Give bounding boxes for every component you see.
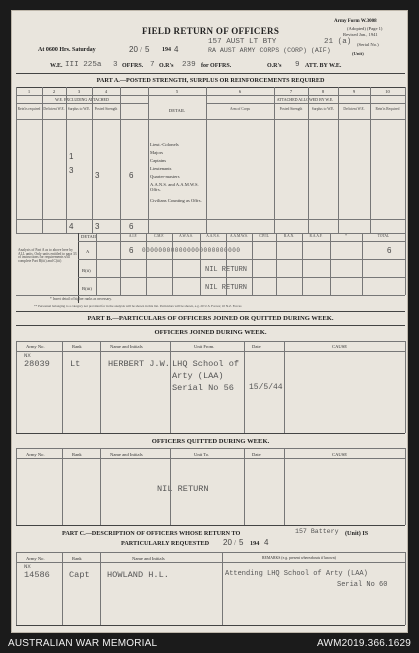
date-day: 20 bbox=[129, 45, 138, 54]
analysis-bottom-rule bbox=[16, 295, 405, 296]
joined-col-line-1 bbox=[62, 341, 63, 433]
form-title: FIELD RETURN OF OFFICERS bbox=[142, 26, 280, 36]
offrs-value: 7 bbox=[150, 61, 155, 69]
joined-unit-1: LHQ School of bbox=[172, 359, 240, 369]
year-digit: 4 bbox=[174, 45, 179, 54]
analysis-row-b2: B(ii) bbox=[82, 268, 91, 273]
analysis-row-b3: B(iii) bbox=[82, 286, 92, 291]
date-slash: / bbox=[140, 46, 142, 54]
attached-allowed-head: ATTACHED ALLOWED BY W.E. bbox=[276, 97, 334, 102]
we-no: 3 bbox=[113, 61, 118, 69]
rank-civilians: Civilians Counting as Offrs. bbox=[150, 198, 202, 203]
quitted-head-date: Date bbox=[252, 452, 261, 457]
partc-head-rank: Rank bbox=[72, 556, 82, 561]
footnote-1: * Insert detail of higher ranks as necessary. bbox=[50, 297, 112, 301]
analysis-col-line-2 bbox=[146, 233, 147, 295]
part-b-title-rule bbox=[16, 325, 405, 326]
part-c-date-month: 5 bbox=[239, 538, 244, 547]
footnote-2: ** Personnel belonging to a category not provided for in the analysis will be shown in this list. Particulars will be shown, e.g. 20 U.S. Forces; 10 N.Z. Forces bbox=[34, 304, 242, 308]
deficient-mid: 3 bbox=[69, 166, 74, 175]
quitted-head-unit: Unit To. bbox=[194, 452, 210, 457]
col-number-10: 10 bbox=[385, 89, 390, 94]
total-deficient: 4 bbox=[69, 222, 74, 231]
joined-date: 15/5/44 bbox=[249, 383, 283, 392]
part-c-date-day: 20 bbox=[223, 538, 232, 547]
joined-head-cause: CAUSE bbox=[332, 344, 348, 349]
quitted-col-line-1 bbox=[62, 448, 63, 525]
joined-col-line-2 bbox=[100, 341, 101, 433]
quitted-head-army-no: Army No. bbox=[26, 452, 45, 457]
joined-head-name: Name and Initials bbox=[110, 344, 143, 349]
analysis-head-4: A.A.M.W.S. bbox=[230, 234, 248, 238]
analysis-col-line-8 bbox=[302, 233, 303, 295]
quitted-col-line-0 bbox=[16, 448, 17, 525]
analysis-row-a: A bbox=[86, 249, 90, 254]
quitted-head-rank: Rank bbox=[72, 452, 82, 457]
partc-head-name: Name and Initials bbox=[132, 556, 165, 561]
joined-unit-2: Arty (LAA) bbox=[172, 371, 224, 381]
analysis-head-7: R.A.A.F. bbox=[309, 234, 323, 238]
joined-army-no: 28039 bbox=[24, 359, 50, 369]
analysis-note: Analysis of Part A as to above here by ALL units. Only units entitled to para 33 of instructions for requirements will complete Part B(iii) and C(iii) bbox=[18, 248, 77, 263]
joined-unit-3: Serial No 56 bbox=[172, 383, 234, 393]
unit-line-2: RA AUST ARMY CORPS (CORP) (AIF) bbox=[208, 47, 331, 54]
rank-lieutenants: Lieutenants bbox=[150, 166, 172, 171]
col-number-3: 3 bbox=[77, 89, 81, 94]
analysis-total-value: 6 bbox=[387, 246, 392, 255]
partc-head-bottom-rule bbox=[16, 562, 405, 563]
joined-head-rank: Rank bbox=[72, 344, 82, 349]
part-a-col-head-8: Rein'ts Required bbox=[375, 107, 400, 111]
partc-remark-2: Serial No 60 bbox=[337, 581, 388, 589]
deficient-top: 1 bbox=[69, 152, 74, 161]
part-a-col-head-5: Posted Strength bbox=[279, 107, 303, 111]
quitted-col-line-2 bbox=[100, 448, 101, 525]
at-hours-label: At 0600 Hrs. Saturday bbox=[38, 47, 96, 53]
analysis-col-line-9 bbox=[330, 233, 331, 295]
analysis-left-line bbox=[78, 233, 79, 303]
part-a-col-line-5 bbox=[148, 87, 149, 233]
joined-head-army-no: Army No. bbox=[26, 344, 45, 349]
quitted-head-top-rule bbox=[16, 448, 405, 449]
quitted-title: OFFICERS QUITTED DURING WEEK. bbox=[151, 438, 270, 445]
partc-col-line-2 bbox=[100, 552, 101, 625]
partc-head-top-rule bbox=[16, 552, 405, 553]
col-number-8: 8 bbox=[321, 89, 325, 94]
analysis-col-line-7 bbox=[276, 233, 277, 295]
total-posted: 6 bbox=[129, 222, 134, 231]
rank-aans: A.A.N.S. and A.A.M.W.S. Offrs. bbox=[150, 182, 199, 193]
joined-title: OFFICERS JOINED DURING WEEK. bbox=[154, 329, 267, 336]
part-a-top-border bbox=[16, 73, 405, 74]
joined-head-date: Date bbox=[252, 344, 261, 349]
joined-name: HERBERT J.W. bbox=[108, 359, 170, 369]
footer-right-id: AWM2019.366.1629 bbox=[316, 638, 411, 649]
analysis-head-2: A.W.A.S. bbox=[179, 234, 193, 238]
part-a-col-head-1: Deficient W.E. bbox=[43, 107, 65, 111]
analysis-col-line-4 bbox=[200, 233, 201, 295]
rank-captains: Captains bbox=[150, 158, 167, 163]
joined-col-line-0 bbox=[16, 341, 17, 433]
joined-head-bottom-rule bbox=[16, 351, 405, 352]
footer-left-credit: AUSTRALIAN WAR MEMORIAL bbox=[8, 638, 158, 649]
or-dash-label: O.R's bbox=[267, 63, 282, 69]
col-number-9: 9 bbox=[352, 89, 356, 94]
part-c-title-1: PART C.—DESCRIPTION OF OFFICERS WHOSE RETURN TO bbox=[62, 530, 241, 537]
partc-head-army-no: Army No. bbox=[26, 556, 45, 561]
analysis-aif-value: 6 bbox=[129, 246, 134, 255]
partc-army-no: 14586 bbox=[24, 570, 50, 580]
analysis-head-0: A.I.F. bbox=[128, 234, 138, 238]
att-value: 9 bbox=[295, 61, 300, 69]
partc-rank: Capt bbox=[69, 570, 90, 580]
quitted-head-bottom-rule bbox=[16, 458, 405, 459]
part-a-title-rule bbox=[16, 87, 405, 88]
total-surplus: 3 bbox=[95, 222, 100, 231]
part-c-year-digit: 4 bbox=[264, 538, 269, 547]
partc-col-line-4 bbox=[405, 552, 406, 625]
serial-no-label: (Serial No.) bbox=[357, 42, 379, 47]
partc-army-prefix: NX bbox=[24, 563, 31, 570]
analysis-head-3: A.A.N.S. bbox=[206, 234, 220, 238]
joined-army-prefix: NX bbox=[24, 352, 31, 359]
col-number-1: 1 bbox=[27, 89, 31, 94]
partc-head-remarks: REMARKS (e.g. present whereabouts if known) bbox=[262, 556, 336, 560]
quitted-head-cause: CAUSE bbox=[332, 452, 348, 457]
form-bottom-border bbox=[16, 625, 405, 626]
part-c-unit: 157 Battery bbox=[295, 528, 339, 535]
col-number-5: 5 bbox=[175, 89, 179, 94]
part-a-col-head-7: Deficient W.E. bbox=[343, 107, 365, 111]
part-a-number-row-rule bbox=[16, 95, 405, 96]
adopted-note: (Adopted) (Page 1) bbox=[347, 26, 383, 31]
quitted-head-name: Name and Initials bbox=[110, 452, 143, 457]
posted-value: 6 bbox=[129, 171, 134, 180]
part-c-top-border bbox=[16, 525, 405, 526]
part-a-col-head-2: Surplus to W.E. bbox=[67, 107, 91, 111]
revised-note: Revised Jan., 1941 bbox=[343, 32, 378, 37]
army-form-number: Army Form W.3008 bbox=[334, 19, 377, 24]
analysis-head-5: CIVIL bbox=[259, 234, 269, 238]
analysis-col-line-0 bbox=[96, 233, 97, 295]
partc-col-line-3 bbox=[222, 552, 223, 625]
partc-col-line-0 bbox=[16, 552, 17, 625]
joined-rank: Lt bbox=[70, 359, 81, 369]
part-a-col-head-3: Posted Strength bbox=[94, 107, 118, 111]
part-a-col-line-11 bbox=[405, 87, 406, 233]
partc-name: HOWLAND H.L. bbox=[107, 570, 169, 580]
part-c-year-prefix: 194 bbox=[250, 540, 260, 547]
we-label: W.E. bbox=[50, 63, 63, 69]
partc-remark-1: Attending LHQ School of Arty (LAA) bbox=[225, 570, 368, 578]
analysis-head-8: * bbox=[345, 234, 347, 238]
col-number-6: 6 bbox=[238, 89, 242, 94]
quitted-col-line-4 bbox=[244, 448, 245, 525]
analysis-a-dotted: 000000000000000000000000 bbox=[142, 247, 241, 254]
analysis-row-b2-rule bbox=[78, 277, 405, 278]
analysis-col-line-1 bbox=[120, 233, 121, 295]
analysis-col-line-5 bbox=[226, 233, 227, 295]
detail-head: DETAIL bbox=[168, 108, 186, 113]
analysis-head-6: R.A.N. bbox=[283, 234, 295, 238]
part-c-title-2: PARTICULARLY REQUESTED bbox=[121, 540, 210, 547]
part-b-top-border bbox=[16, 311, 405, 312]
surplus-value: 3 bbox=[95, 171, 100, 180]
or-label: O.R's bbox=[159, 63, 174, 69]
we-excl-head-rule bbox=[16, 103, 148, 104]
analysis-row-a-rule bbox=[78, 259, 405, 260]
or-value: 239 bbox=[182, 61, 196, 69]
rank-quartermasters: Quarter-masters bbox=[150, 174, 180, 179]
analysis-head-1: C.M.F. bbox=[154, 234, 164, 238]
analysis-b3-nil: NIL RETURN bbox=[205, 284, 248, 292]
date-month: 5 bbox=[145, 45, 150, 54]
part-a-total-rule bbox=[16, 219, 405, 220]
part-c-unit-label: (Unit) IS bbox=[345, 530, 369, 537]
part-b-title: PART B.—PARTICULARS OF OFFICERS JOINED OR QUITTED DURING WEEK. bbox=[87, 315, 334, 322]
att-label: ATT. BY W.E. bbox=[305, 63, 342, 69]
analysis-col-line-6 bbox=[252, 233, 253, 295]
col-number-4: 4 bbox=[104, 89, 108, 94]
part-a-head-rule bbox=[16, 119, 405, 120]
part-a-col-head-0: Rein'ts required bbox=[17, 107, 41, 111]
part-a-col-head-4: Arm of Corps bbox=[230, 107, 250, 111]
joined-col-line-5 bbox=[284, 341, 285, 433]
analysis-head-9: TOTAL bbox=[377, 234, 390, 238]
year-prefix: 194 bbox=[162, 47, 171, 53]
rank-majors: Majors bbox=[150, 150, 164, 155]
quitted-top-border bbox=[16, 433, 405, 434]
analysis-detail-head: DETAIL bbox=[81, 234, 98, 239]
quitted-nil-return: NIL RETURN bbox=[157, 484, 209, 494]
unit-label: (Unit) bbox=[352, 51, 364, 56]
part-c-date-slash: / bbox=[234, 539, 236, 547]
for-offrs-label: for OFFRS. bbox=[201, 63, 232, 69]
serial-no-value: 21 (a) bbox=[324, 38, 352, 46]
partc-col-line-1 bbox=[62, 552, 63, 625]
col-number-2: 2 bbox=[52, 89, 56, 94]
we-value: III 225a bbox=[65, 61, 102, 69]
offrs-label: OFFRS. bbox=[122, 63, 144, 69]
analysis-b2-nil: NIL RETURN bbox=[205, 266, 248, 274]
analysis-head-rule bbox=[78, 241, 405, 242]
col-number-7: 7 bbox=[289, 89, 293, 94]
quitted-col-line-6 bbox=[405, 448, 406, 525]
analysis-col-line-10 bbox=[362, 233, 363, 295]
joined-col-line-4 bbox=[244, 341, 245, 433]
unit-line-1: 157 AUST LT BTY bbox=[208, 38, 277, 46]
part-a-col-line-4 bbox=[120, 87, 121, 233]
field-return-form bbox=[11, 10, 408, 633]
joined-col-line-3 bbox=[170, 341, 171, 433]
joined-head-unit: Unit From. bbox=[194, 344, 215, 349]
analysis-col-line-3 bbox=[172, 233, 173, 295]
rank-lieut-colonels: Lieut.-Colonels bbox=[150, 142, 179, 147]
attached-head-rule bbox=[206, 103, 405, 104]
part-a-title: PART A.—POSTED STRENGTH, SURPLUS OR REINFORCEMENTS REQUIRED bbox=[96, 77, 325, 84]
part-a-col-head-6: Surplus to W.E. bbox=[311, 107, 335, 111]
we-excluding-head: W.E. EXCLUDING ATTACHED bbox=[55, 97, 109, 102]
analysis-col-line-11 bbox=[405, 233, 406, 295]
joined-col-line-6 bbox=[405, 341, 406, 433]
quitted-col-line-3 bbox=[170, 448, 171, 525]
joined-head-top-rule bbox=[16, 341, 405, 342]
quitted-col-line-5 bbox=[284, 448, 285, 525]
